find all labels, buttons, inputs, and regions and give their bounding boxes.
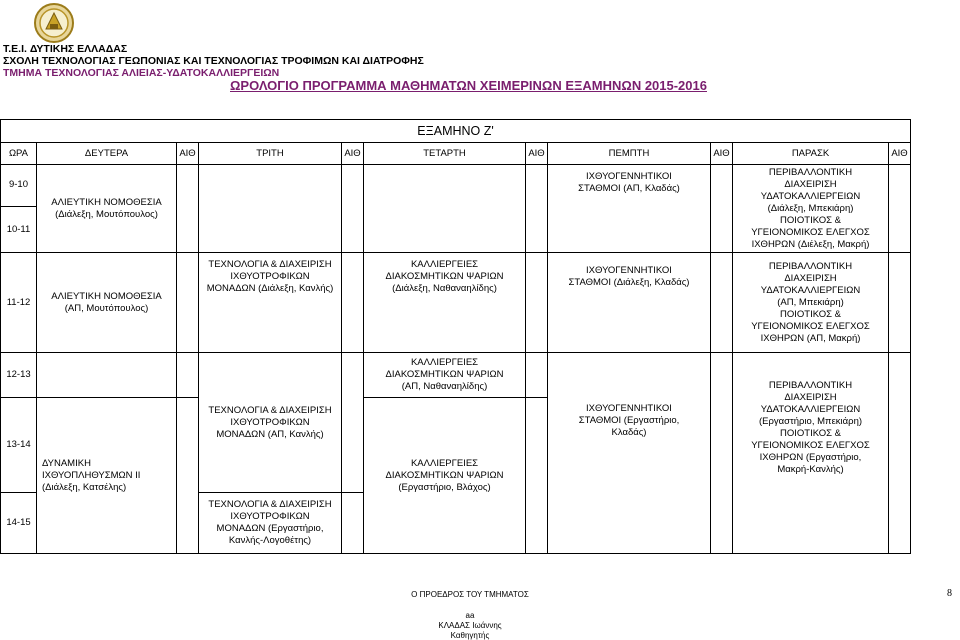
time-slot: 11-12 <box>1 253 37 353</box>
class-cell: ΚΑΛΛΙΕΡΓΕΙΕΣ ΔΙΑΚΟΣΜΗΤΙΚΩΝ ΨΑΡΙΩΝ (Διάλεξη, Ναθαναηλίδης) <box>364 253 526 353</box>
room-cell <box>177 398 199 554</box>
empty-cell <box>364 164 526 253</box>
class-cell: ΑΛΙΕΥΤΙΚΗ ΝΟΜΟΘΕΣΙΑ (Διάλεξη, Μουτόπουλος) <box>37 164 177 253</box>
university-seal-logo <box>32 2 76 44</box>
col-header-room: ΑΙΘ <box>177 143 199 164</box>
class-cell: ΤΕΧΝΟΛΟΓΙΑ & ΔΙΑΧΕΙΡΙΣΗ ΙΧΘΥΟΤΡΟΦΙΚΩΝ ΜΟΝΑΔΩΝ (Εργαστήριο, Κανλής-Λογοθέτης) <box>199 492 342 553</box>
department-name: ΤΜΗΜΑ ΤΕΧΝΟΛΟΓΙΑΣ ΑΛΙΕΙΑΣ-ΥΔΑΤΟΚΑΛΛΙΕΡΓΕΙΩΝ <box>3 67 280 79</box>
time-slot: 10-11 <box>1 206 37 253</box>
class-cell: ΠΕΡΙΒΑΛΛΟΝΤΙΚΗ ΔΙΑΧΕΙΡΙΣΗ ΥΔΑΤΟΚΑΛΛΙΕΡΓΕΙΩΝ (Διάλεξη, Μπεκιάρη) ΠΟΙΟΤΙΚΟΣ & ΥΓΕΙΟΝΟΜΙΚΟΣ ΕΛΕΓΧΟΣ ΙΧΘΗΡΩΝ (Διέλεξη, Μακρή) <box>733 164 889 253</box>
room-cell <box>177 253 199 353</box>
class-cell: ΤΕΧΝΟΛΟΓΙΑ & ΔΙΑΧΕΙΡΙΣΗ ΙΧΘΥΟΤΡΟΦΙΚΩΝ ΜΟΝΑΔΩΝ (Διάλεξη, Κανλής) <box>199 253 342 353</box>
class-cell: ΙΧΘΥΟΓΕΝΝΗΤΙΚΟΙ ΣΤΑΘΜΟΙ (ΑΠ, Κλαδάς) <box>548 164 711 253</box>
class-cell: ΔΥΝΑΜΙΚΗ ΙΧΘΥΟΠΛΗΘΥΣΜΩΝ ΙΙ (Διάλεξη, Κατσέλης) <box>37 398 177 554</box>
time-slot: 13-14 <box>1 398 37 493</box>
class-cell: ΙΧΘΥΟΓΕΝΝΗΤΙΚΟΙ ΣΤΑΘΜΟΙ (Εργαστήριο, Κλαδάς) <box>548 353 711 554</box>
class-cell: ΤΕΧΝΟΛΟΓΙΑ & ΔΙΑΧΕΙΡΙΣΗ ΙΧΘΥΟΤΡΟΦΙΚΩΝ ΜΟΝΑΔΩΝ (ΑΠ, Κανλής) <box>199 353 342 493</box>
room-cell <box>889 253 911 353</box>
col-header-hour: ΩΡΑ <box>1 143 37 164</box>
col-header-monday: ΔΕΥΤΕΡΑ <box>37 143 177 164</box>
room-cell <box>526 353 548 398</box>
signature-mark: aa <box>465 611 475 620</box>
room-cell <box>177 164 199 253</box>
col-header-room: ΑΙΘ <box>342 143 364 164</box>
col-header-room: ΑΙΘ <box>711 143 733 164</box>
time-slot: 14-15 <box>1 492 37 553</box>
time-slot: 12-13 <box>1 353 37 398</box>
school-name: ΣΧΟΛΗ ΤΕΧΝΟΛΟΓΙΑΣ ΓΕΩΠΟΝΙΑΣ ΚΑΙ ΤΕΧΝΟΛΟΓΙΑΣ ΤΡΟΦΙΜΩΝ ΚΑΙ ΔΙΑΤΡΟΦΗΣ <box>3 55 424 67</box>
signatory-name: ΚΛΑΔΑΣ Ιωάννης <box>438 621 502 630</box>
room-cell <box>342 353 364 493</box>
col-header-friday: ΠΑΡΑΣΚ <box>733 143 889 164</box>
room-cell <box>711 353 733 554</box>
room-cell <box>711 164 733 253</box>
col-header-room: ΑΙΘ <box>526 143 548 164</box>
room-cell <box>889 353 911 554</box>
room-cell <box>342 253 364 353</box>
empty-cell <box>37 353 177 398</box>
col-header-wednesday: ΤΕΤΑΡΤΗ <box>364 143 526 164</box>
room-cell <box>526 398 548 554</box>
page-number: 8 <box>947 588 952 599</box>
room-cell <box>177 353 199 398</box>
room-cell <box>889 164 911 253</box>
class-cell: ΠΕΡΙΒΑΛΛΟΝΤΙΚΗ ΔΙΑΧΕΙΡΙΣΗ ΥΔΑΤΟΚΑΛΛΙΕΡΓΕΙΩΝ (Εργαστήριο, Μπεκιάρη) ΠΟΙΟΤΙΚΟΣ & ΥΓΕΙΟΝΟΜΙΚΟΣ ΕΛΕΓΧΟΣ ΙΧΘΗΡΩΝ (Εργαστήριο, Μακρή-Κανλής) <box>733 353 889 554</box>
empty-cell <box>199 164 342 253</box>
class-cell: ΠΕΡΙΒΑΛΛΟΝΤΙΚΗ ΔΙΑΧΕΙΡΙΣΗ ΥΔΑΤΟΚΑΛΛΙΕΡΓΕΙΩΝ (ΑΠ, Μπεκιάρη) ΠΟΙΟΤΙΚΟΣ & ΥΓΕΙΟΝΟΜΙΚΟΣ ΕΛΕΓΧΟΣ ΙΧΘΗΡΩΝ (ΑΠ, Μακρή) <box>733 253 889 353</box>
institution-name: T.E.I. ΔΥΤΙΚΗΣ ΕΛΛΑΔΑΣ <box>3 43 128 55</box>
signatory-role: Καθηγητής <box>450 631 490 640</box>
room-cell <box>526 164 548 253</box>
class-cell: ΚΑΛΛΙΕΡΓΕΙΕΣ ΔΙΑΚΟΣΜΗΤΙΚΩΝ ΨΑΡΙΩΝ (Εργαστήριο, Βλάχος) <box>364 398 526 554</box>
col-header-room: ΑΙΘ <box>889 143 911 164</box>
col-header-thursday: ΠΕΜΠΤΗ <box>548 143 711 164</box>
col-header-tuesday: ΤΡΙΤΗ <box>199 143 342 164</box>
semester-heading: ΕΞΑΜΗΝΟ Ζ' <box>1 120 911 143</box>
room-cell <box>342 492 364 553</box>
class-cell: ΚΑΛΛΙΕΡΓΕΙΕΣ ΔΙΑΚΟΣΜΗΤΙΚΩΝ ΨΑΡΙΩΝ (ΑΠ, Ναθαναηλίδης) <box>364 353 526 398</box>
class-cell: ΙΧΘΥΟΓΕΝΝΗΤΙΚΟΙ ΣΤΑΘΜΟΙ (Διάλεξη, Κλαδάς) <box>548 253 711 353</box>
timetable <box>0 119 911 554</box>
time-slot: 9-10 <box>1 164 37 206</box>
room-cell <box>342 164 364 253</box>
class-cell: ΑΛΙΕΥΤΙΚΗ ΝΟΜΟΘΕΣΙΑ (ΑΠ, Μουτόπουλος) <box>37 253 177 353</box>
document-title: ΩΡΟΛΟΓΙΟ ΠΡΟΓΡΑΜΜΑ ΜΑΘΗΜΑΤΩΝ ΧΕΙΜΕΡΙΝΩΝ ΕΞΑΜΗΝΩΝ 2015-2016 <box>230 78 707 93</box>
room-cell <box>711 253 733 353</box>
room-cell <box>526 253 548 353</box>
signature-title: Ο ΠΡΟΕΔΡΟΣ ΤΟΥ ΤΜΗΜΑΤΟΣ <box>411 590 529 599</box>
